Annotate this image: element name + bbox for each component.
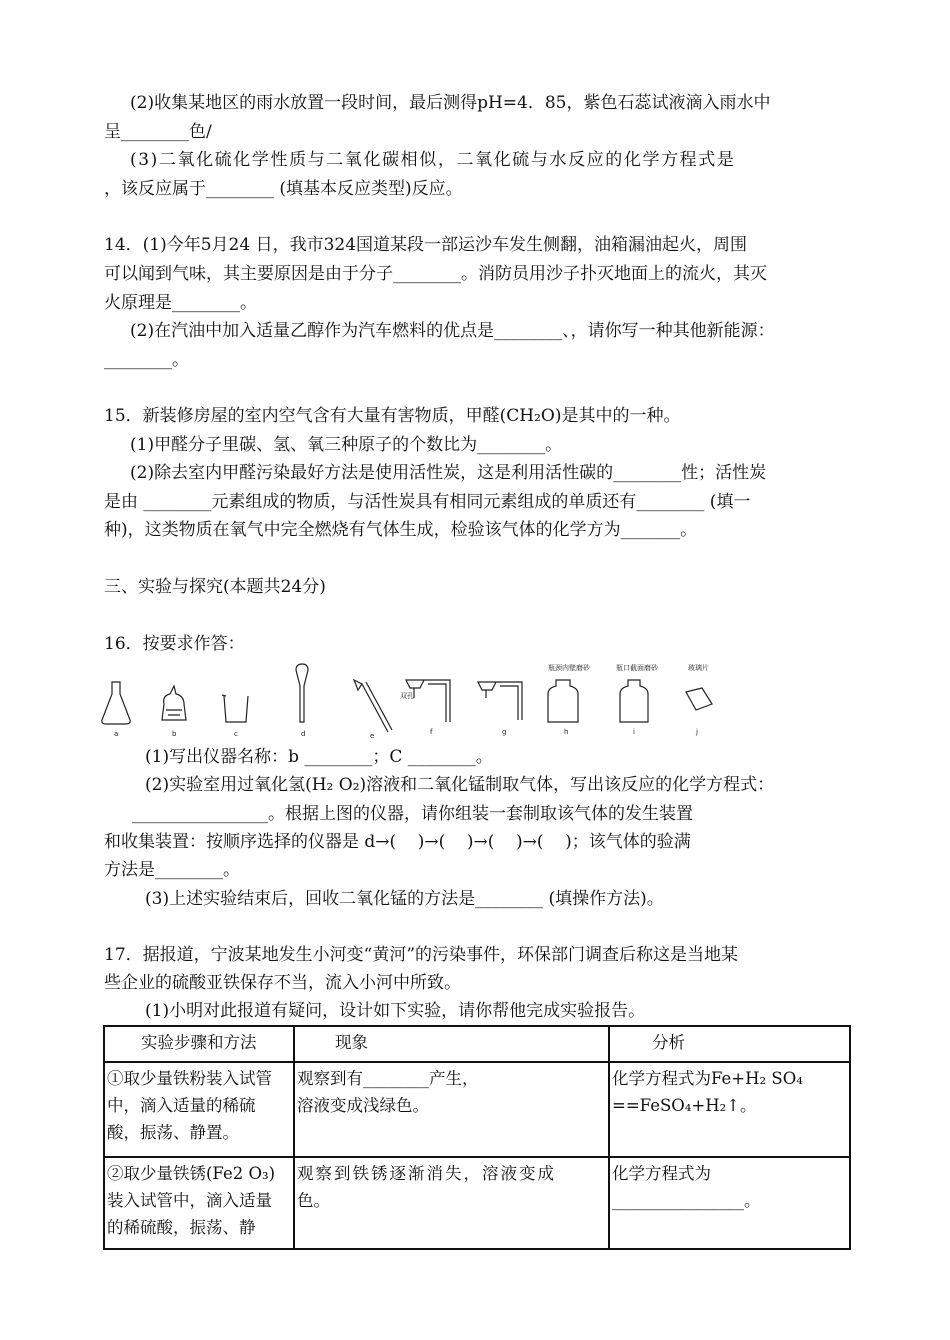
- q16-part1: (1)写出仪器名称：b ________；C ________。: [145, 747, 493, 767]
- q15-part1: (1)甲醛分子里碳、氢、氧三种原子的个数比为________。: [130, 435, 563, 455]
- figure-letter-f: f: [430, 728, 433, 736]
- apparatus-b-lamp: [162, 686, 186, 720]
- row2-step: ②取少量铁锈(Fe2 O₃) 装入试管中，滴入适量 的稀硫酸，振荡、静: [104, 1157, 294, 1249]
- figure-letter-d: d: [301, 730, 306, 738]
- apparatus-figure: [100, 660, 740, 740]
- header-step: 实验步骤和方法: [104, 1026, 294, 1062]
- figure-label-h: 瓶颈内壁磨砂: [548, 664, 590, 672]
- figure-letter-e: e: [370, 732, 375, 740]
- q16-part2-line1: (2)实验室用过氧化氢(H₂ O₂)溶液和二氧化锰制取气体，写出该反应的化学方程式：: [145, 775, 775, 795]
- apparatus-f-stopper: [406, 680, 450, 722]
- header-analysis: 分析: [609, 1026, 850, 1062]
- apparatus-e-delivery: [354, 680, 392, 732]
- row2-phenomenon: 观察到铁锈逐渐消失，溶液变成 色。: [294, 1157, 609, 1249]
- figure-label-f: 双孔: [400, 692, 414, 700]
- figure-letter-a: a: [114, 730, 119, 738]
- apparatus-h-jar: [548, 680, 578, 722]
- q15-line1: 15．新装修房屋的室内空气含有大量有害物质，甲醛(CH₂O)是其中的一种。: [104, 406, 681, 426]
- table-header-row: [104, 1026, 850, 1062]
- q16-part3: (3)上述实验结束后，回收二氧化锰的方法是________ (填操作方法)。: [145, 889, 664, 909]
- experiment-report-table: [103, 1025, 851, 1250]
- figure-letter-j: j: [696, 728, 698, 736]
- q17-line2: 些企业的硫酸亚铁保存不当，流入小河中所致。: [104, 973, 461, 993]
- table-row: [104, 1062, 850, 1157]
- row1-phenomenon: 观察到有________产生， 溶液变成浅绿色。: [294, 1062, 609, 1157]
- figure-letter-g: g: [502, 728, 507, 736]
- q14-part2-line1: (2)在汽油中加入适量乙醇作为汽车燃料的优点是________、，请你写一种其他新能源：: [130, 321, 775, 341]
- section-three-heading: 三、实验与探究(本题共24分): [104, 577, 326, 597]
- figure-letter-c: c: [234, 730, 238, 738]
- q15-part2-line2: 是由 ________元素组成的物质，与活性炭具有相同元素组成的单质还有________ (填一: [104, 492, 751, 512]
- figure-letter-b: b: [172, 730, 177, 738]
- q14-part2-line2: ________。: [104, 350, 189, 370]
- q14-line2: 可以闻到气味，其主要原因是由于分子________。消防员用沙子扑灭地面上的流火，其灭: [104, 264, 767, 284]
- q14-line1: 14．(1)今年5月24 日，我市324国道某段一部运沙车发生侧翻，油箱漏油起火，周围: [104, 235, 748, 255]
- apparatus-i-jar: [620, 680, 648, 722]
- q15-part2-line1: (2)除去室内甲醛污染最好方法是使用活性炭，这是利用活性碳的________性；活性炭: [130, 463, 767, 483]
- row2-analysis: 化学方程式为 ________________。: [609, 1157, 850, 1249]
- table-row: [104, 1157, 850, 1249]
- q15-part2-line3: 种)，这类物质在氧气中完全燃烧有气体生成，检验该气体的化学方为_______。: [104, 520, 698, 540]
- q13-part3-line2: ，该反应属于________ (填基本反应类型)反应。: [104, 179, 463, 199]
- apparatus-c-beaker: [222, 695, 248, 722]
- q17-part1: (1)小明对此报道有疑问，设计如下实验，请你帮他完成实验报告。: [145, 1001, 646, 1021]
- header-phenomenon: 现象: [294, 1026, 609, 1062]
- figure-label-j: 玻璃片: [688, 664, 709, 672]
- figure-letter-h: h: [564, 728, 569, 736]
- q14-line3: 火原理是________。: [104, 293, 257, 313]
- apparatus-g-tube: [478, 682, 522, 720]
- figure-label-i: 瓶口截面磨砂: [616, 664, 658, 672]
- q13-part3-line1: (3)二氧化硫化学性质与二氧化碳相似，二氧化硫与水反应的化学方程式是: [130, 150, 736, 170]
- row1-step: ①取少量铁粉装入试管 中，滴入适量的稀硫 酸，振荡、静置。: [104, 1062, 294, 1157]
- q16-part2-line2: ________________。根据上图的仪器，请你组装一套制取该气体的发生装置: [132, 804, 693, 824]
- q13-part2-line1: (2)收集某地区的雨水放置一段时间，最后测得pH=4．85，紫色石蕊试液滴入雨水中: [130, 93, 771, 113]
- q13-part2-line2: 呈________色/: [104, 122, 212, 142]
- figure-letter-i: i: [633, 728, 635, 736]
- q16-heading: 16．按要求作答：: [104, 634, 245, 654]
- apparatus-d-funnel: [296, 664, 308, 722]
- q16-part2-line4: 方法是________。: [104, 860, 240, 880]
- apparatus-a-flask: [102, 682, 130, 724]
- q16-part2-line3: 和收集装置：按顺序选择的仪器是 d→( )→( )→( )→( )；该气体的验满: [104, 832, 691, 852]
- q17-line1: 17．据报道，宁波某地发生小河变“黄河”的污染事件，环保部门调查后称这是当地某: [104, 945, 739, 965]
- apparatus-j-plate: [686, 688, 712, 710]
- apparatus-drawing: [100, 660, 740, 740]
- row1-analysis: 化学方程式为Fe+H₂ SO₄ ==FeSO₄+H₂↑。: [609, 1062, 850, 1157]
